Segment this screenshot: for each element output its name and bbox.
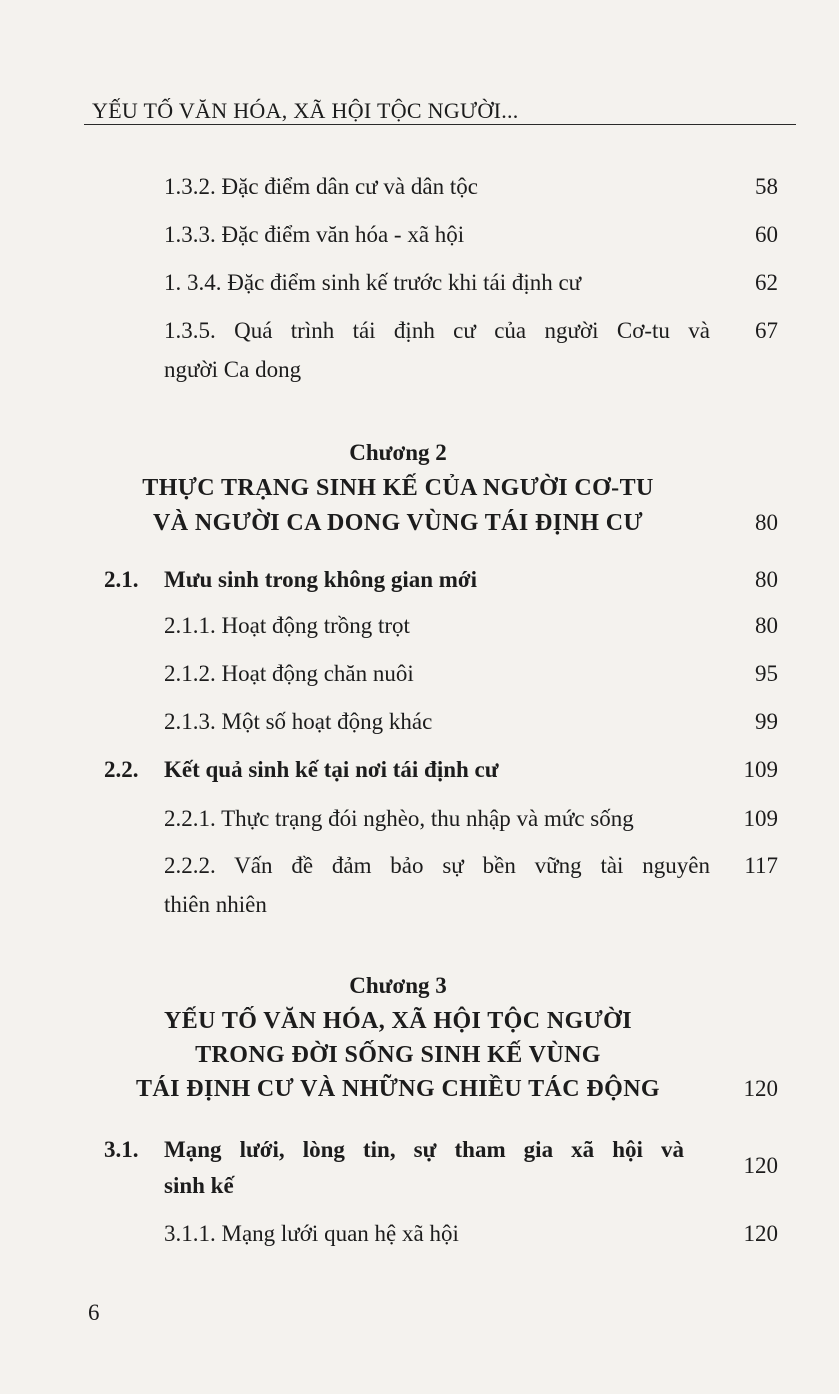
section-number: 2.2.: [104, 757, 139, 782]
section-title-line2: sinh kế: [164, 1173, 234, 1198]
toc-entry-title-line2: thiên nhiên: [164, 892, 267, 917]
chapter-label: Chương 3: [349, 973, 447, 998]
toc-entry-title: 1.3.3. Đặc điểm văn hóa - xã hội: [164, 222, 465, 247]
section-title: Mạng lưới, lòng tin, sự tham gia xã hội và: [164, 1137, 684, 1162]
toc-entry-page: 117: [744, 853, 778, 878]
section-title: Mưu sinh trong không gian mới: [164, 567, 478, 592]
chapter-page: 120: [743, 1076, 778, 1101]
toc-entry-page: 67: [755, 318, 778, 343]
section-number: 3.1.: [104, 1137, 139, 1162]
header-rule: [84, 124, 796, 125]
toc-entry-title: 3.1.1. Mạng lưới quan hệ xã hội: [164, 1221, 459, 1246]
toc-entry-title: 2.2.1. Thực trạng đói nghèo, thu nhập và mức sống: [164, 806, 634, 831]
toc-entry-page: 109: [743, 806, 778, 831]
toc-entry-title: 1.3.5. Quá trình tái định cư của người Cơ-tu và: [164, 318, 710, 343]
toc-entry-title: 2.1.1. Hoạt động trồng trọt: [164, 613, 410, 638]
chapter-page: 80: [755, 510, 778, 535]
chapter-title[interactable]: THỰC TRẠNG SINH KẾ CỦA NGƯỜI CƠ-TU: [142, 475, 654, 501]
toc-entry-page: 60: [755, 222, 778, 247]
section-page: 120: [743, 1153, 778, 1178]
page-number: 6: [88, 1300, 100, 1325]
toc-entry-page: 58: [755, 174, 778, 199]
toc-entry-title: 1. 3.4. Đặc điểm sinh kế trước khi tái định cư: [164, 270, 582, 295]
chapter-title[interactable]: TRONG ĐỜI SỐNG SINH KẾ VÙNG: [195, 1042, 601, 1068]
toc-entry-title: 2.2.2. Vấn đề đảm bảo sự bền vững tài nguyên: [164, 853, 710, 878]
toc-entry-page: 120: [743, 1221, 778, 1246]
chapter-label: Chương 2: [349, 440, 447, 465]
toc-entry-title: 2.1.2. Hoạt động chăn nuôi: [164, 661, 414, 686]
toc-entry-title-line2: người Ca dong: [164, 357, 302, 382]
toc-entry-page: 95: [755, 661, 778, 686]
section-page: 80: [755, 567, 778, 592]
section-title: Kết quả sinh kế tại nơi tái định cư: [164, 757, 499, 782]
section-page: 109: [743, 757, 778, 782]
running-header: YẾU TỐ VĂN HÓA, XÃ HỘI TỘC NGƯỜI...: [92, 98, 519, 123]
chapter-title[interactable]: YẾU TỐ VĂN HÓA, XÃ HỘI TỘC NGƯỜI: [164, 1008, 632, 1034]
toc-entry-page: 99: [755, 709, 778, 734]
toc-entry-page: 62: [755, 270, 778, 295]
toc-entry-title: 2.1.3. Một số hoạt động khác: [164, 709, 433, 734]
chapter-title[interactable]: TÁI ĐỊNH CƯ VÀ NHỮNG CHIỀU TÁC ĐỘNG: [135, 1076, 661, 1102]
section-number: 2.1.: [104, 567, 139, 592]
chapter-title[interactable]: VÀ NGƯỜI CA DONG VÙNG TÁI ĐỊNH CƯ: [153, 510, 643, 536]
toc-entry-title: 1.3.2. Đặc điểm dân cư và dân tộc: [164, 174, 478, 199]
toc-entry-page: 80: [755, 613, 778, 638]
